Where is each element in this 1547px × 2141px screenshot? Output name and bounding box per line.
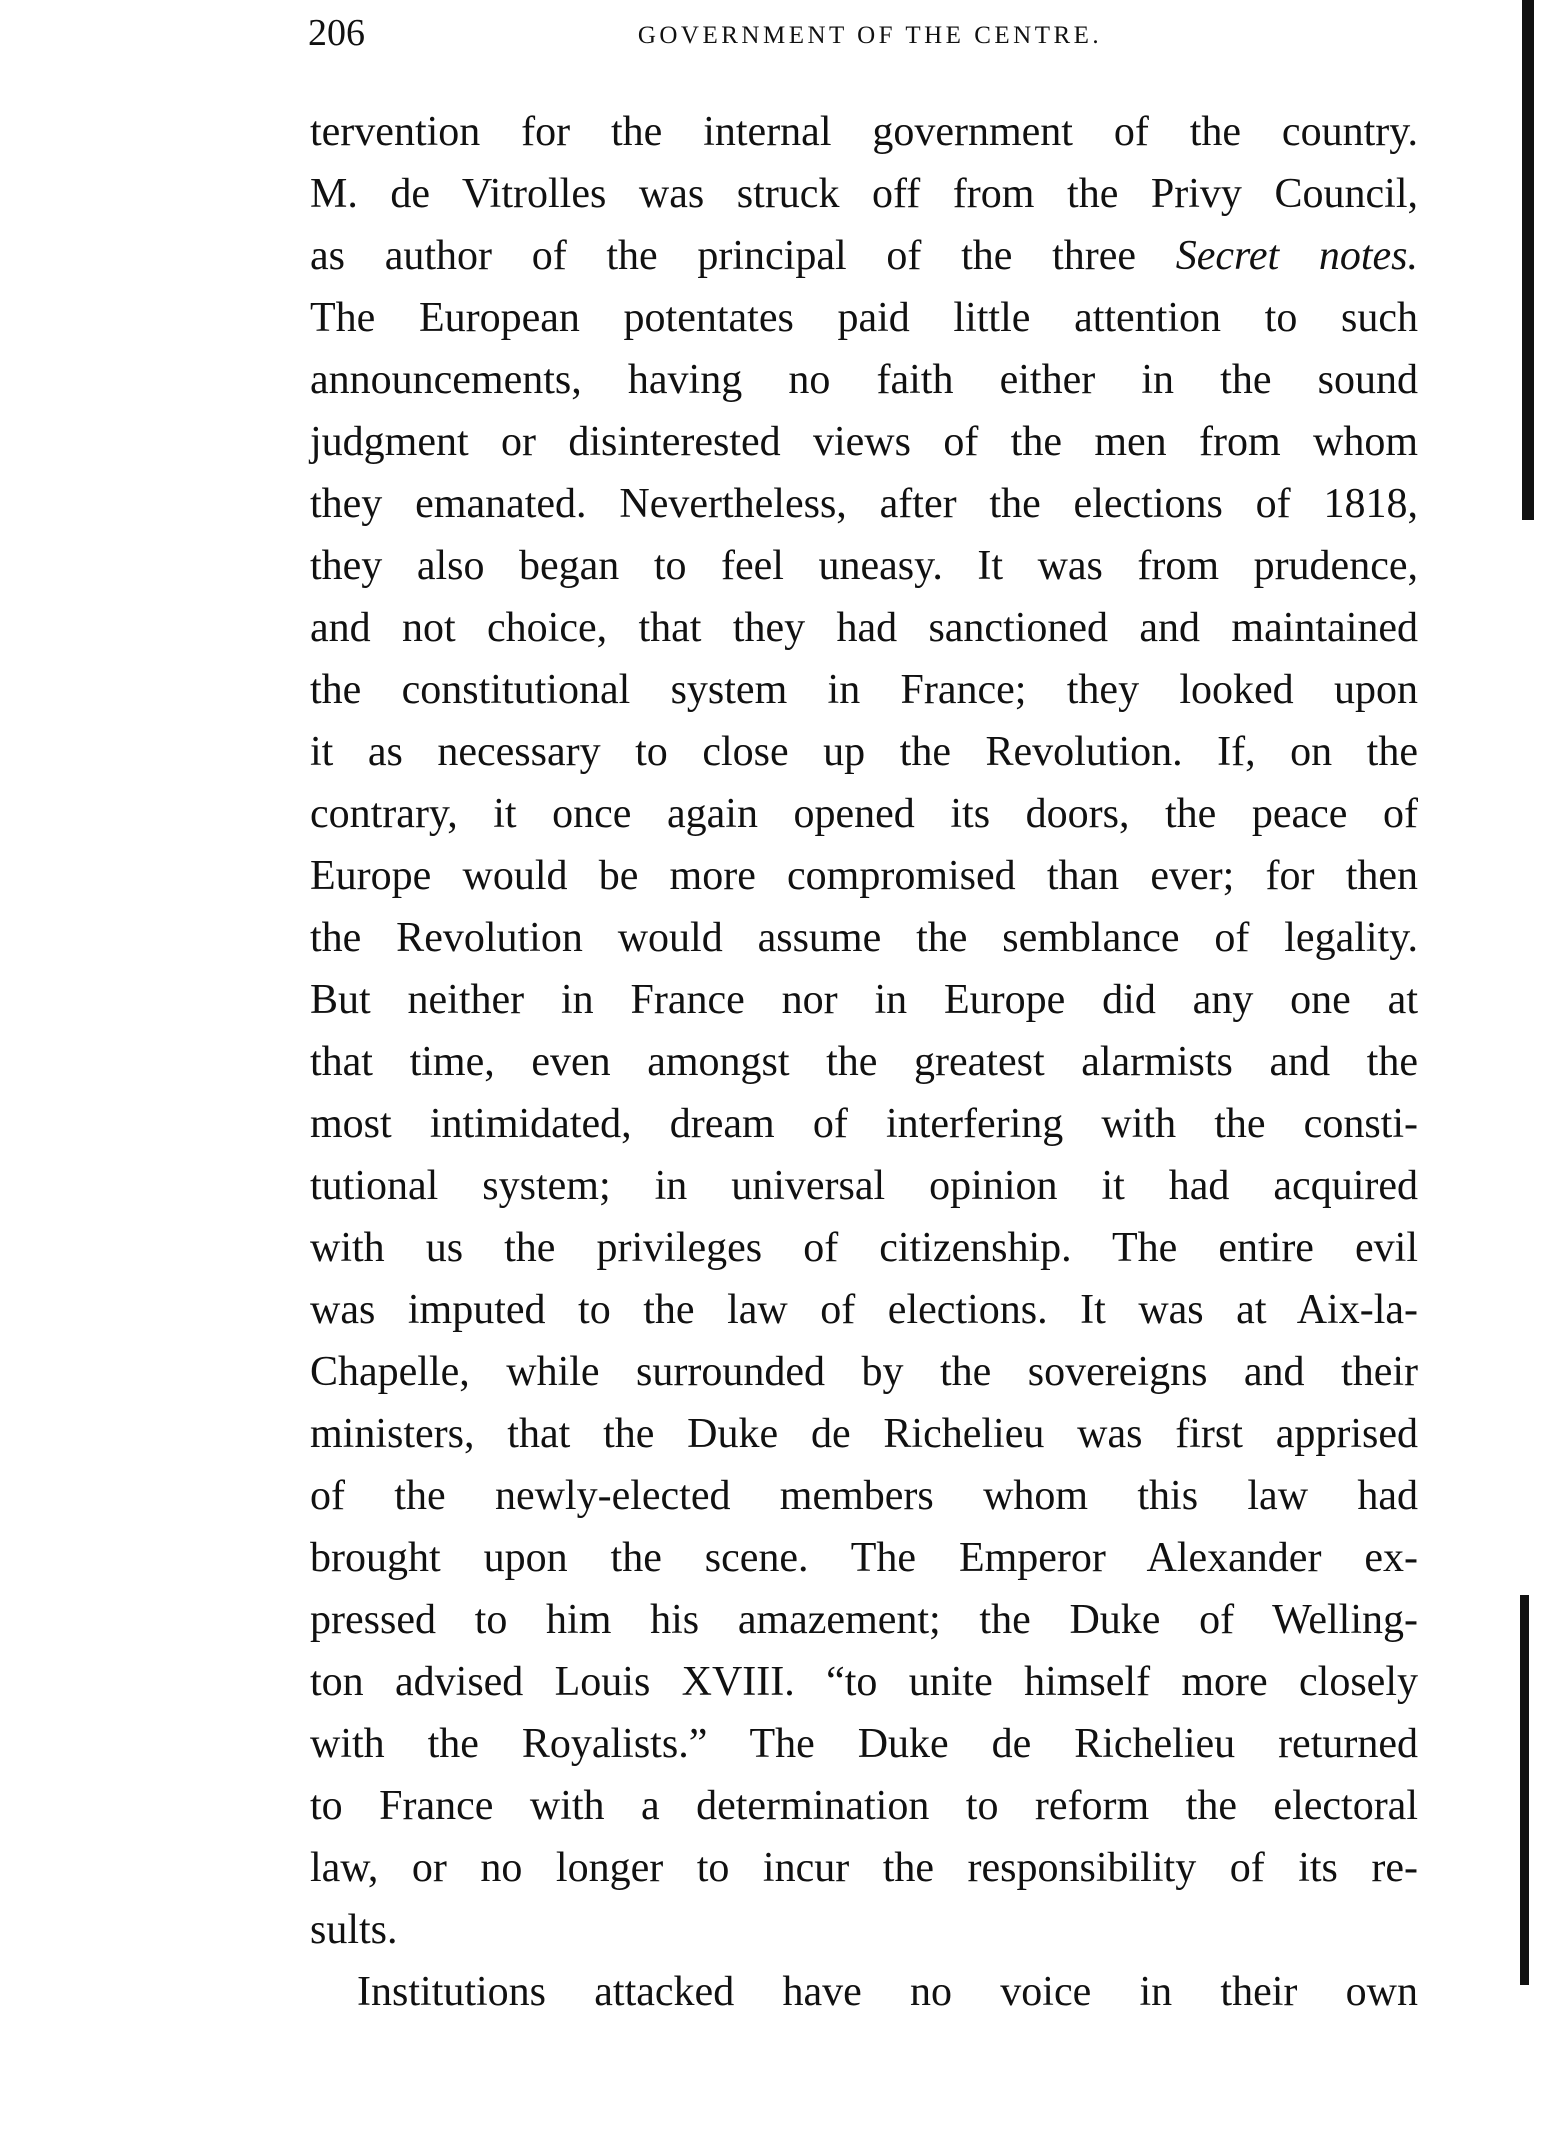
text-line: of the newly-elected members whom this law had	[310, 1473, 1418, 1519]
text-line: most intimidated, dream of interfering with the consti-	[310, 1101, 1418, 1147]
paragraph-start-line: Institutions attacked have no voice in their own	[357, 1969, 1418, 2015]
body-text	[310, 101, 1418, 2023]
text-line: ton advised Louis XVIII. “to unite himself more closely	[310, 1659, 1418, 1705]
text-line: the constitutional system in France; they looked upon	[310, 667, 1418, 713]
text-line	[310, 225, 1418, 287]
text-line: brought upon the scene. The Emperor Alexander ex-	[310, 1535, 1418, 1581]
text-line: with the Royalists.” The Duke de Richelieu returned	[310, 1721, 1418, 1767]
page-number: 206	[308, 12, 365, 54]
text-line: Chapelle, while surrounded by the sovereigns and their	[310, 1349, 1418, 1395]
text-line: judgment or disinterested views of the men from whom	[310, 419, 1418, 465]
text-line: sults.	[310, 1907, 398, 1953]
text-line: the Revolution would assume the semblance of legality.	[310, 915, 1418, 961]
page-edge-shadow-bottom	[1520, 1595, 1529, 1985]
text-line: was imputed to the law of elections. It was at Aix-la-	[310, 1287, 1418, 1333]
page-edge-shadow-top	[1522, 0, 1534, 520]
text-line: pressed to him his amazement; the Duke of Welling-	[310, 1597, 1418, 1643]
text-line: tutional system; in universal opinion it had acquired	[310, 1163, 1418, 1209]
text-line: contrary, it once again opened its doors, the peace of	[310, 791, 1418, 837]
text-line: ministers, that the Duke de Richelieu was first apprised	[310, 1411, 1418, 1457]
text-line: and not choice, that they had sanctioned and maintained	[310, 605, 1418, 651]
text-line: announcements, having no faith either in the sound	[310, 357, 1418, 403]
text-line: it as necessary to close up the Revolution. If, on the	[310, 729, 1418, 775]
text-line: Europe would be more compromised than ever; for then	[310, 853, 1418, 899]
text-line: The European potentates paid little attention to such	[310, 295, 1418, 341]
text-line: law, or no longer to incur the responsibility of its re-	[310, 1845, 1418, 1891]
text-line: tervention for the internal government of the country.	[310, 109, 1418, 155]
text-line: they also began to feel uneasy. It was from prudence,	[310, 543, 1418, 589]
text-line-main: as author of the principal of the three	[310, 233, 1137, 279]
text-line: that time, even amongst the greatest alarmists and the	[310, 1039, 1418, 1085]
text-line: M. de Vitrolles was struck off from the Privy Council,	[310, 171, 1418, 217]
italic-phrase: Secret notes.	[1175, 233, 1419, 279]
text-line: with us the privileges of citizenship. The entire evil	[310, 1225, 1418, 1271]
text-line: they emanated. Nevertheless, after the elections of 1818,	[310, 481, 1418, 527]
text-line: to France with a determination to reform the electoral	[310, 1783, 1418, 1829]
running-title: GOVERNMENT OF THE CENTRE.	[637, 22, 1103, 49]
text-line: But neither in France nor in Europe did any one at	[310, 977, 1418, 1023]
